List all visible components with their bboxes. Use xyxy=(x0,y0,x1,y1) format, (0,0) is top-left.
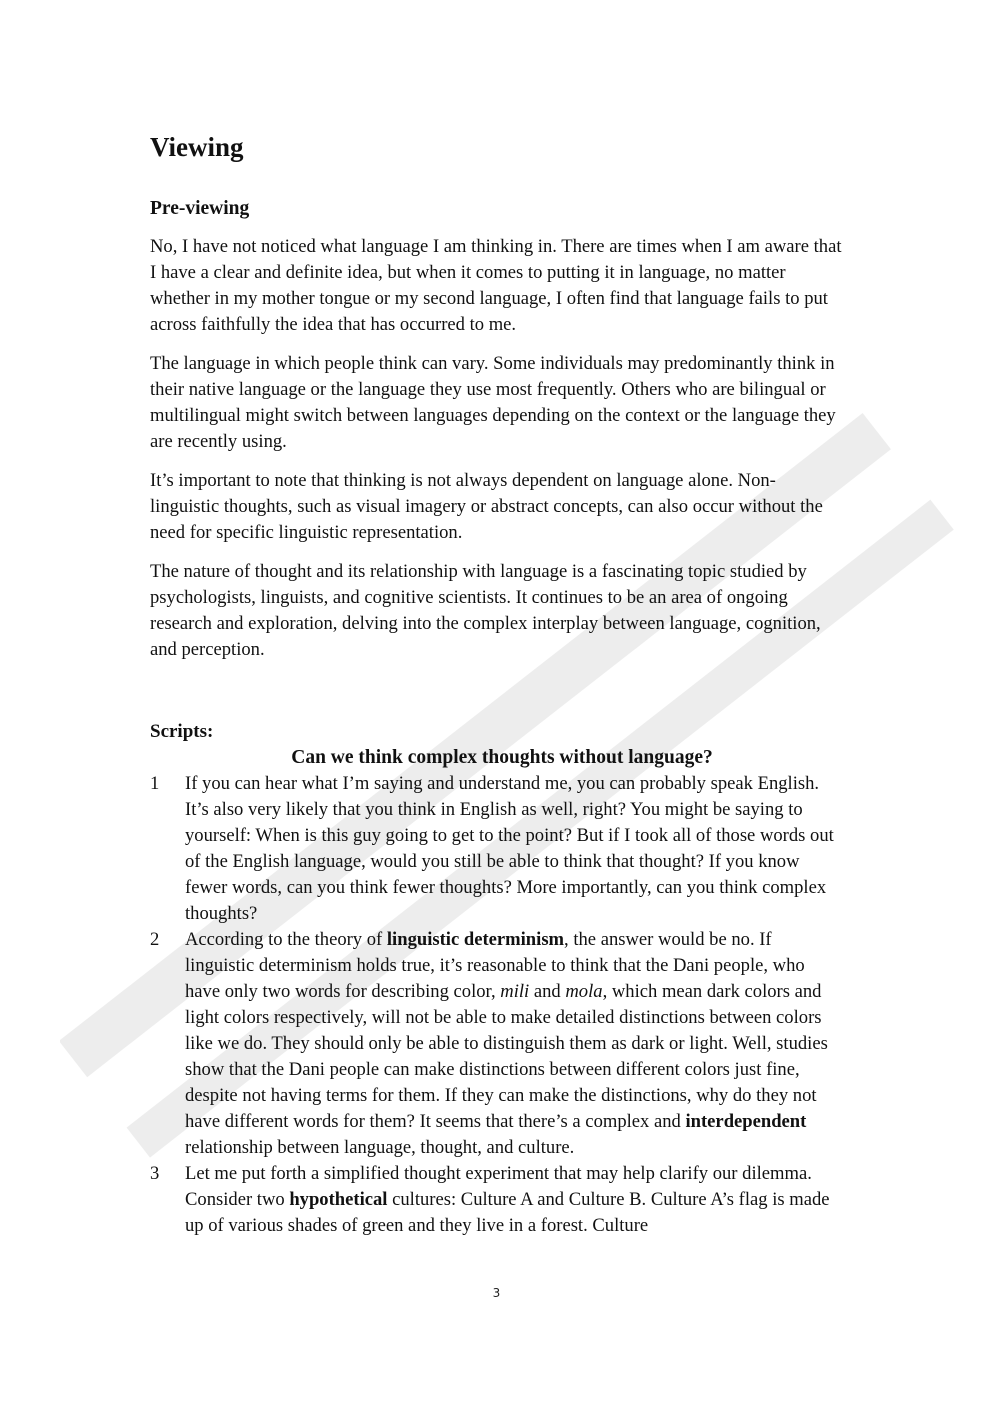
script-item-text xyxy=(185,1161,842,1239)
script-text-segment: cultures: Culture A and Culture B. Culture A’s flag is made up of various shades of green and they live in a forest. Culture xyxy=(185,1189,830,1236)
script-text-segment: , which mean dark colors and light colors respectively, will not be able to make detailed distinctions between colors like we do. They should only be able to distinguish them as dark or light. Well, studies show that the Dani people can make distinctions between different colors just fine, despite not having terms for them. If they can make the distinctions, why do they not have different words for them? It seems that there’s a complex and xyxy=(185,981,828,1132)
page-content xyxy=(150,128,842,1239)
script-item-number: 2 xyxy=(150,929,160,950)
script-item-number: 1 xyxy=(150,773,160,794)
script-text-segment: If you can hear what I’m saying and understand me, you can probably speak English. It’s also very likely that you think in English as well, right? You might be saying to yourself: When is this guy going to get to the point? But if I took all of those words out of the English language, would you still be able to think that thought? If you know fewer words, can you think fewer thoughts? More importantly, can you think complex thoughts? xyxy=(185,773,834,924)
scripts-heading: Scripts: xyxy=(150,721,214,742)
script-text-segment: , the answer would be no. If linguistic determinism holds true, it’s reasonable to think that the Dani people, who have only two words for describing color, xyxy=(185,929,805,1002)
previewing-heading: Pre-viewing xyxy=(150,198,250,219)
script-term-bold: linguistic determinism xyxy=(386,929,565,950)
script-item-number: 3 xyxy=(150,1163,160,1184)
script-item-text xyxy=(185,771,842,927)
script-term-italic: mola xyxy=(565,981,603,1002)
script-term-italic: mili xyxy=(500,981,530,1002)
previewing-paragraph-1: No, I have not noticed what language I am thinking in. There are times when I am aware that I have a clear and definite idea, but when it comes to putting it in language, no matter whether in my mother tongue or my second language, I often find that language fails to put across faithfully the idea that has occurred to me. xyxy=(150,236,842,335)
scripts-title: Can we think complex thoughts without language? xyxy=(291,747,713,768)
script-text-segment: relationship between language, thought, and culture. xyxy=(185,1137,575,1158)
script-term-bold: interdependent xyxy=(685,1111,807,1132)
script-term-bold: hypothetical xyxy=(289,1189,388,1210)
page-number: 3 xyxy=(492,1286,501,1300)
script-text-segment: and xyxy=(529,981,566,1002)
previewing-paragraph-2: The language in which people think can vary. Some individuals may predominantly think in their native language or the language they use most frequently. Others who are bilingual or multilingual might switch between languages depending on the context or the language they are recently using. xyxy=(150,353,836,452)
previewing-paragraph-3: It’s important to note that thinking is not always dependent on language alone. Non-linguistic thoughts, such as visual imagery or abstract concepts, can also occur without the need for specific linguistic representation. xyxy=(150,470,823,543)
section-title: Viewing xyxy=(150,132,244,162)
script-list xyxy=(150,771,842,1239)
script-item xyxy=(150,927,842,1161)
script-item xyxy=(150,771,842,927)
script-text-segment: Let me put forth a simplified thought experiment that may help clarify our dilemma. Consider two xyxy=(185,1163,812,1210)
script-text-segment: According to the theory of xyxy=(185,929,387,950)
script-item xyxy=(150,1161,842,1239)
previewing-paragraph-4: The nature of thought and its relationship with language is a fascinating topic studied by psychologists, linguists, and cognitive scientists. It continues to be an area of ongoing research and exploration, delving into the complex interplay between language, cognition, and perception. xyxy=(150,561,821,660)
script-item-text xyxy=(185,927,842,1161)
